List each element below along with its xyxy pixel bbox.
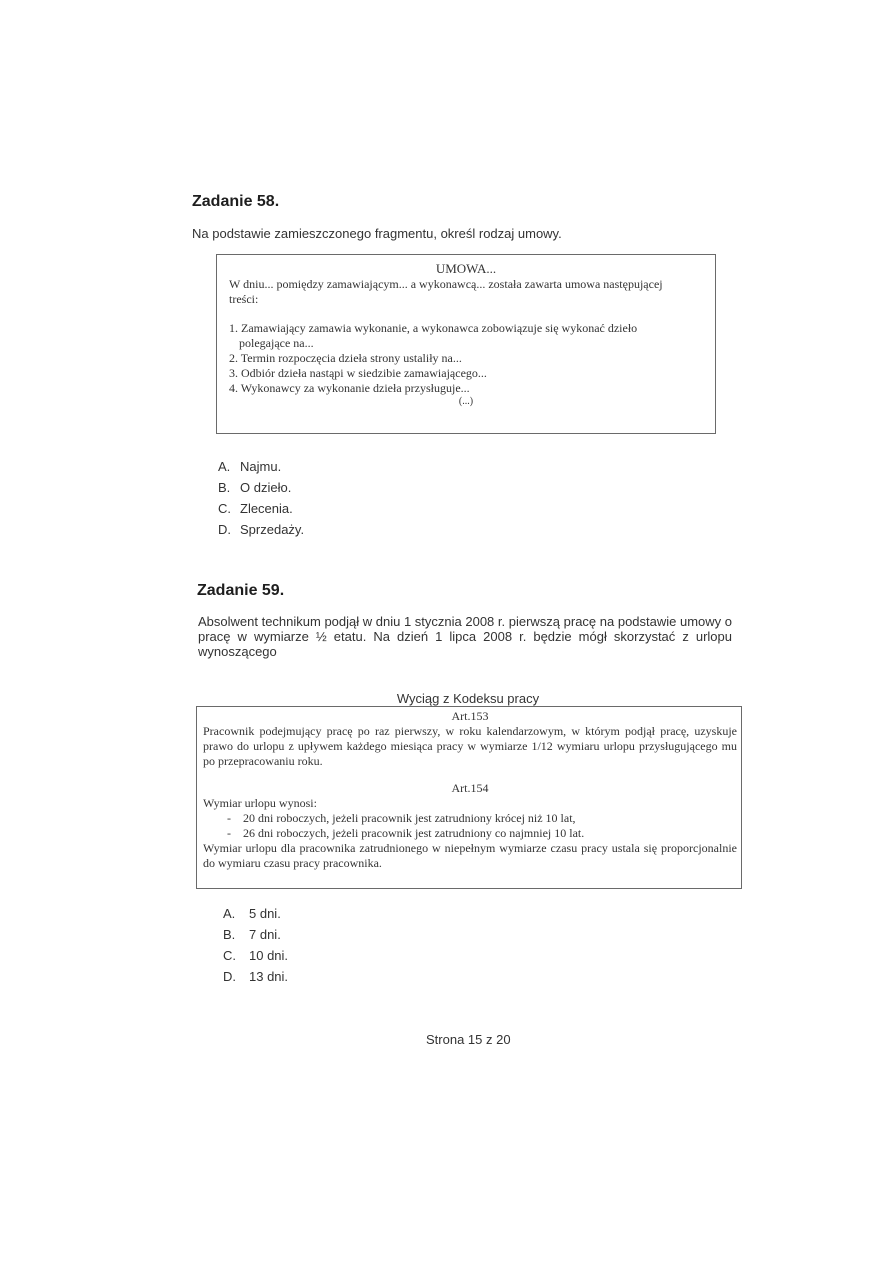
task-58-prompt: Na podstawie zamieszczonego fragmentu, określ rodzaj umowy. [192,226,562,241]
option-letter: D. [223,969,236,984]
contract-intro: W dniu... pomiędzy zamawiającym... a wykonawcą... została zawarta umowa następującej treści: [229,277,663,306]
article-154-item: - 26 dni roboczych, jeżeli pracownik jest zatrudniony co najmniej 10 lat. [243,826,737,841]
option-text: Zlecenia. [240,501,293,516]
answer-option-d[interactable] [223,966,288,987]
contract-clause: 2. Termin rozpoczęcia dzieła strony ustaliły na... [229,351,462,365]
answer-option-c[interactable] [218,498,304,519]
article-153-text: Pracownik podejmujący pracę po raz pierwszy, w roku kalendarzowym, w którym podjął pracę, uzyskuje prawo do urlopu z upływem każdego miesiąca pracy w wymiarze 1/12 wymiaru urlopu przysługującego mu po przepracowaniu roku. [203,724,737,768]
contract-clause: 4. Wykonawcy za wykonanie dzieła przysługuje... [229,381,470,395]
option-letter: B. [218,480,231,495]
page-number: Strona 15 z 20 [426,1032,511,1047]
answer-option-a[interactable] [218,456,304,477]
article-154-closing: Wymiar urlopu dla pracownika zatrudnionego w niepełnym wymiarze czasu pracy ustala się proporcjonalnie do wymiaru czasu pracy pracownika. [203,841,737,870]
article-154-heading: Art.154 [451,781,489,795]
contract-ellipsis: (...) [458,396,474,407]
option-text: 7 dni. [249,927,281,942]
excerpt-caption: Wyciąg z Kodeksu pracy [396,691,540,706]
contract-clauses [229,321,679,396]
option-letter: B. [223,927,236,942]
contract-excerpt-box [216,254,716,434]
task-59-prompt: Absolwent technikum podjął w dniu 1 stycznia 2008 r. pierwszą pracę na podstawie umowy o pracę w wymiarze ½ etatu. Na dzień 1 lipca 2008 r. będzie mógł skorzystać z urlopu wynoszącego [198,614,733,659]
article-153-heading: Art.153 [451,709,489,723]
option-text: O dzieło. [240,480,292,495]
task-59-title: Zadanie 59. [197,582,285,599]
article-154-item: - 20 dni roboczych, jeżeli pracownik jest zatrudniony krócej niż 10 lat, [243,811,737,826]
option-text: 10 dni. [249,948,289,963]
article-154-list [203,811,737,841]
option-letter: C. [223,948,236,963]
option-text: 5 dni. [249,906,281,921]
option-text: Najmu. [240,459,282,474]
labor-code-excerpt-box [196,706,742,889]
option-letter: C. [218,501,231,516]
option-letter: A. [223,906,236,921]
option-text: 13 dni. [249,969,289,984]
answer-option-b[interactable] [218,477,304,498]
task-58-title: Zadanie 58. [192,193,280,210]
contract-clause: 3. Odbiór dzieła nastąpi w siedzibie zamawiającego... [229,366,487,380]
option-letter: A. [218,459,231,474]
task-59-options [223,903,288,987]
task-58-options [218,456,304,540]
answer-option-a[interactable] [223,903,288,924]
option-letter: D. [218,522,231,537]
contract-clause: 1. Zamawiający zamawia wykonanie, a wykonawca zobowiązuje się wykonać dzieło polegające na... [229,321,638,350]
article-154-intro: Wymiar urlopu wynosi: [203,796,317,810]
answer-option-c[interactable] [223,945,288,966]
option-text: Sprzedaży. [240,522,305,537]
contract-heading: UMOWA... [435,261,497,276]
answer-option-b[interactable] [223,924,288,945]
answer-option-d[interactable] [218,519,304,540]
